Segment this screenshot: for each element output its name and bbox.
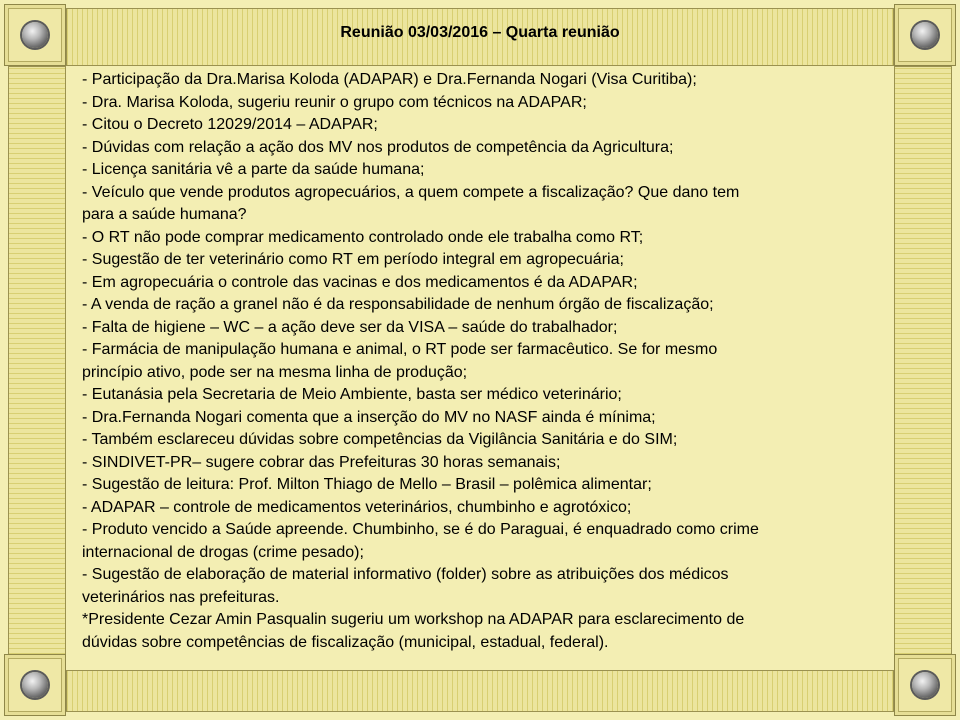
bolt-icon xyxy=(22,672,48,698)
corner-top-left xyxy=(4,4,66,66)
note-line: - Sugestão de leitura: Prof. Milton Thiago de Mello – Brasil – polêmica alimentar; xyxy=(82,476,652,493)
note-line: internacional de drogas (crime pesado); xyxy=(82,543,364,561)
note-line: - Veículo que vende produtos agropecuários, a quem compete a fiscalização? Que dano tem xyxy=(82,183,740,201)
note-line: - Participação da Dra.Marisa Koloda (ADAPAR) e Dra.Fernanda Nogari (Visa Curitiba); xyxy=(82,71,697,88)
note-line: - Eutanásia pela Secretaria de Meio Ambiente, basta ser médico veterinário; xyxy=(82,386,622,403)
note-line: para a saúde humana? xyxy=(82,206,247,223)
bolt-icon xyxy=(912,672,938,698)
note-line: - Também esclareceu dúvidas sobre competências da Vigilância Sanitária e do SIM; xyxy=(82,431,678,448)
corner-top-right xyxy=(894,4,956,66)
note-line: *Presidente Cezar Amin Pasqualin sugeriu um workshop na ADAPAR para esclarecimento de xyxy=(82,611,745,628)
bolt-icon xyxy=(912,22,938,48)
note-line: - Dúvidas com relação a ação dos MV nos produtos de competência da Agricultura; xyxy=(82,138,674,156)
note-line: - Produto vencido a Saúde apreende. Chumbinho, se é do Paraguai, é enquadrado como crime xyxy=(82,521,759,538)
note-line: - A venda de ração a granel não é da responsabilidade de nenhum órgão de fiscalização; xyxy=(82,296,714,313)
left-frame-bar xyxy=(8,66,66,670)
note-line: - Em agropecuária o controle das vacinas e dos medicamentos é da ADAPAR; xyxy=(82,273,638,291)
note-line: - Farmácia de manipulação humana e animal, o RT pode ser farmacêutico. Se for mesmo xyxy=(82,341,718,358)
note-line: - Citou o Decreto 12029/2014 – ADAPAR; xyxy=(82,116,378,133)
corner-bottom-right xyxy=(894,654,956,716)
note-line: - SINDIVET-PR– sugere cobrar das Prefeituras 30 horas semanais; xyxy=(82,453,561,471)
slide-title: Reunião 03/03/2016 – Quarta reunião xyxy=(340,24,620,41)
note-line: princípio ativo, pode ser na mesma linha de produção; xyxy=(82,363,468,381)
note-line: - ADAPAR – controle de medicamentos veterinários, chumbinho e agrotóxico; xyxy=(82,498,632,516)
note-line: veterinários nas prefeituras. xyxy=(82,588,280,606)
right-frame-bar xyxy=(894,66,952,670)
note-line: - Dra.Fernanda Nogari comenta que a inserção do MV no NASF ainda é mínima; xyxy=(82,408,656,426)
bottom-frame-bar xyxy=(66,670,894,712)
note-line: - Sugestão de elaboração de material informativo (folder) sobre as atribuições dos médicos xyxy=(82,566,729,583)
note-line: dúvidas sobre competências de fiscalização (municipal, estadual, federal). xyxy=(82,633,609,651)
note-line: - Licença sanitária vê a parte da saúde humana; xyxy=(82,161,425,178)
note-line: - Falta de higiene – WC – a ação deve ser da VISA – saúde do trabalhador; xyxy=(82,318,618,336)
bolt-icon xyxy=(22,22,48,48)
note-line: - Sugestão de ter veterinário como RT em período integral em agropecuária; xyxy=(82,251,624,268)
note-line: - O RT não pode comprar medicamento controlado onde ele trabalha como RT; xyxy=(82,228,644,246)
note-line: - Dra. Marisa Koloda, sugeriu reunir o grupo com técnicos na ADAPAR; xyxy=(82,93,587,111)
meeting-notes xyxy=(66,66,894,670)
corner-bottom-left xyxy=(4,654,66,716)
